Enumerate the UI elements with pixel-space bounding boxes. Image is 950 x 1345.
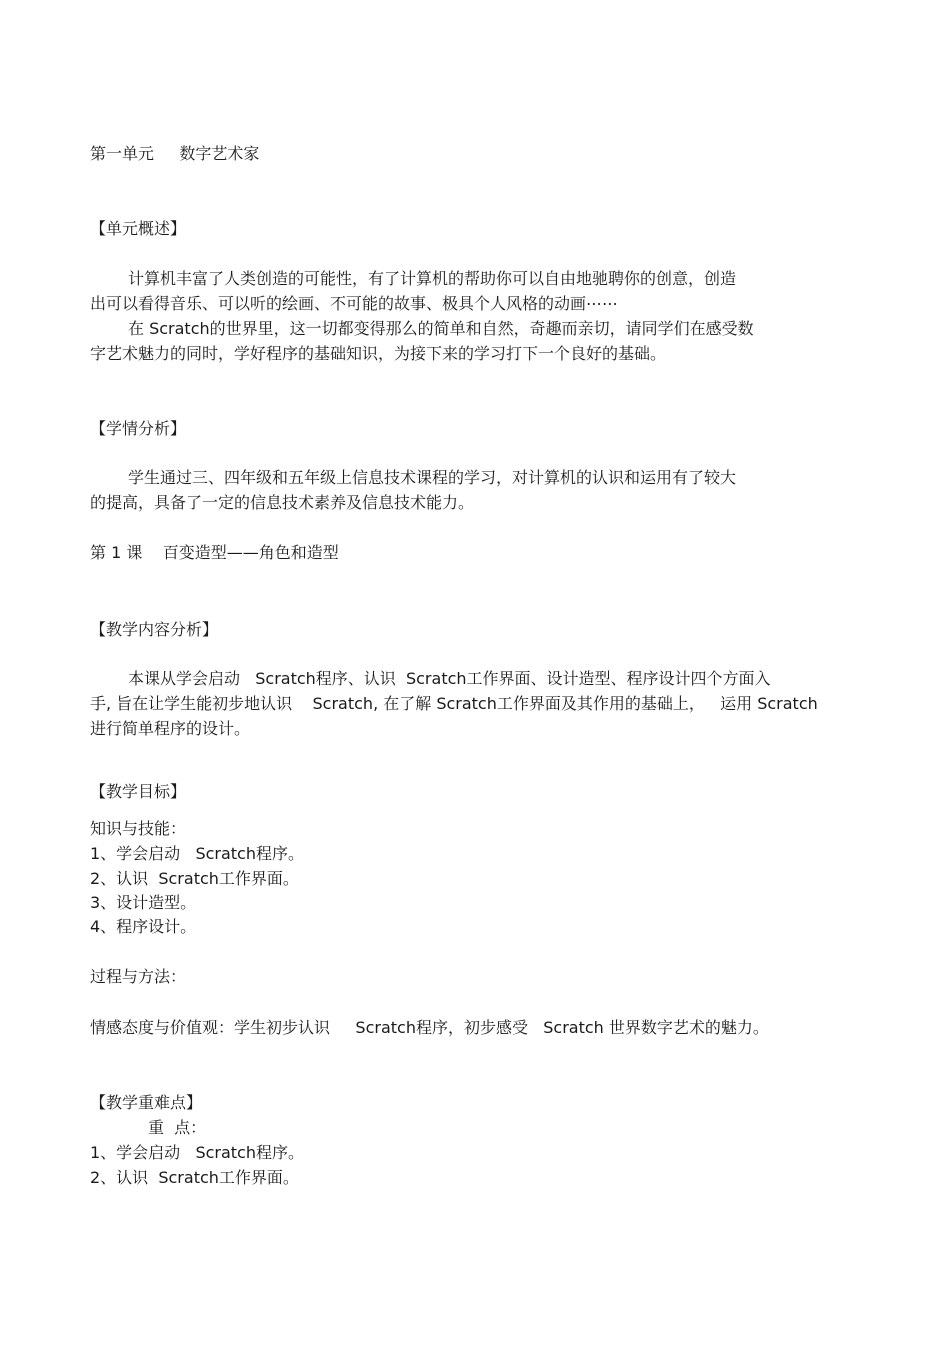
overview-heading: 【单元概述】 — [90, 219, 187, 238]
objectives-heading: 【教学目标】 — [90, 782, 187, 801]
analysis-line-1: 学生通过三、四年级和五年级上信息技术课程的学习，对计算机的认识和运用有了较大 — [128, 468, 737, 487]
key-point-item: 1、学会启动 Scratch程序。 — [90, 1143, 304, 1162]
unit-title: 第一单元 数字艺术家 — [90, 144, 260, 163]
overview-paragraph-1-line-2: 出可以看得音乐、可以听的绘画、不可能的故事、极具个人风格的动画⋯⋯ — [90, 294, 619, 313]
knowledge-skills-label: 知识与技能： — [90, 819, 187, 838]
emotion-values-line: 情感态度与价值观：学生初步认识 Scratch程序，初步感受 Scratch 世界数字艺术的魅力。 — [90, 1018, 769, 1037]
objective-item: 3、设计造型。 — [90, 893, 197, 912]
objective-item: 1、学会启动 Scratch程序。 — [90, 844, 304, 863]
key-points-heading: 【教学重难点】 — [90, 1093, 203, 1112]
key-points-label: 重 点： — [148, 1118, 207, 1137]
analysis-line-2: 的提高，具备了一定的信息技术素养及信息技术能力。 — [90, 493, 475, 512]
overview-paragraph-1-line-1: 计算机丰富了人类创造的可能性，有了计算机的帮助你可以自由地驰聘你的创意，创造 — [128, 269, 737, 288]
overview-paragraph-2-line-1: 在 Scratch的世界里，这一切都变得那么的简单和自然，奇趣而亲切，请同学们在感受数 — [128, 319, 754, 338]
key-point-item: 2、认识 Scratch工作界面。 — [90, 1168, 299, 1187]
objective-item: 4、程序设计。 — [90, 917, 197, 936]
content-analysis-line-2: 手, 旨在让学生能初步地认识 Scratch, 在了解 Scratch工作界面及其作用的基础上， 运用 Scratch — [90, 694, 818, 713]
lesson-title: 第 1 课 百变造型——角色和造型 — [90, 543, 339, 562]
analysis-heading: 【学情分析】 — [90, 419, 187, 438]
content-analysis-line-3: 进行简单程序的设计。 — [90, 719, 251, 738]
content-analysis-heading: 【教学内容分析】 — [90, 620, 219, 639]
objective-item: 2、认识 Scratch工作界面。 — [90, 869, 299, 888]
content-analysis-line-1: 本课从学会启动 Scratch程序、认识 Scratch工作界面、设计造型、程序设计四个方面入 — [128, 669, 771, 688]
overview-paragraph-2-line-2: 字艺术魅力的同时，学好程序的基础知识，为接下来的学习打下一个良好的基础。 — [90, 344, 667, 363]
process-methods-label: 过程与方法： — [90, 967, 187, 986]
